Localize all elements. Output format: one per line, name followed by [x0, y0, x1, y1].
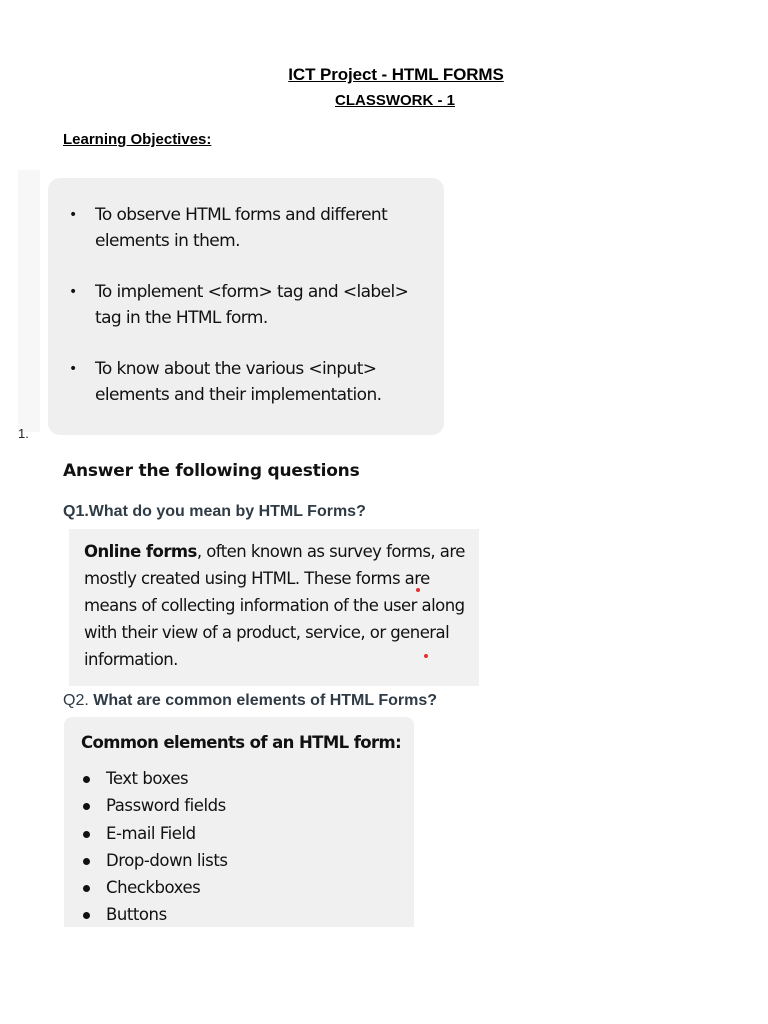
answer-1-text	[84, 538, 476, 673]
answer-1-body: , often known as survey forms, are mostly created using HTML. These forms are means of collecting information of the user along with their view of a product, service, or general information.	[84, 542, 465, 669]
list-item: E-mail Field	[80, 820, 228, 847]
list-item: Drop-down lists	[80, 847, 228, 874]
list-item: Password fields	[80, 792, 228, 819]
bullet-icon: •	[69, 284, 77, 300]
margin-strip	[18, 170, 40, 432]
form-elements-list	[80, 765, 228, 929]
red-dot-mark	[424, 654, 428, 658]
objective-text: To observe HTML forms and different elements in them.	[95, 205, 388, 251]
document-title: ICT Project - HTML FORMS	[288, 65, 504, 84]
question-1: Q1.What do you mean by HTML Forms?	[63, 503, 366, 520]
list-item: Checkboxes	[80, 874, 228, 901]
bullet-icon: •	[69, 361, 77, 377]
learning-objectives-heading: Learning Objectives:	[63, 131, 212, 148]
question-2-prefix: Q2.	[63, 692, 94, 709]
answer-1-term: Online forms	[84, 542, 197, 561]
answer-2-heading: Common elements of an HTML form:	[81, 733, 402, 752]
document-subtitle: CLASSWORK - 1	[335, 92, 455, 109]
question-2-text: What are common elements of HTML Forms?	[93, 692, 437, 709]
objectives-list	[68, 202, 438, 433]
questions-heading: Answer the following questions	[63, 461, 360, 481]
objective-item	[68, 356, 438, 408]
list-item: Text boxes	[80, 765, 228, 792]
list-number-marker: 1.	[18, 426, 29, 441]
objective-item	[68, 202, 438, 254]
bullet-icon: •	[69, 207, 77, 223]
objective-item	[68, 279, 438, 331]
red-dot-mark	[416, 588, 420, 592]
list-item: Buttons	[80, 901, 228, 928]
objective-text: To implement <form> tag and <label> tag in the HTML form.	[95, 282, 409, 328]
objective-text: To know about the various <input> elements and their implementation.	[95, 359, 382, 405]
question-2	[63, 692, 437, 710]
